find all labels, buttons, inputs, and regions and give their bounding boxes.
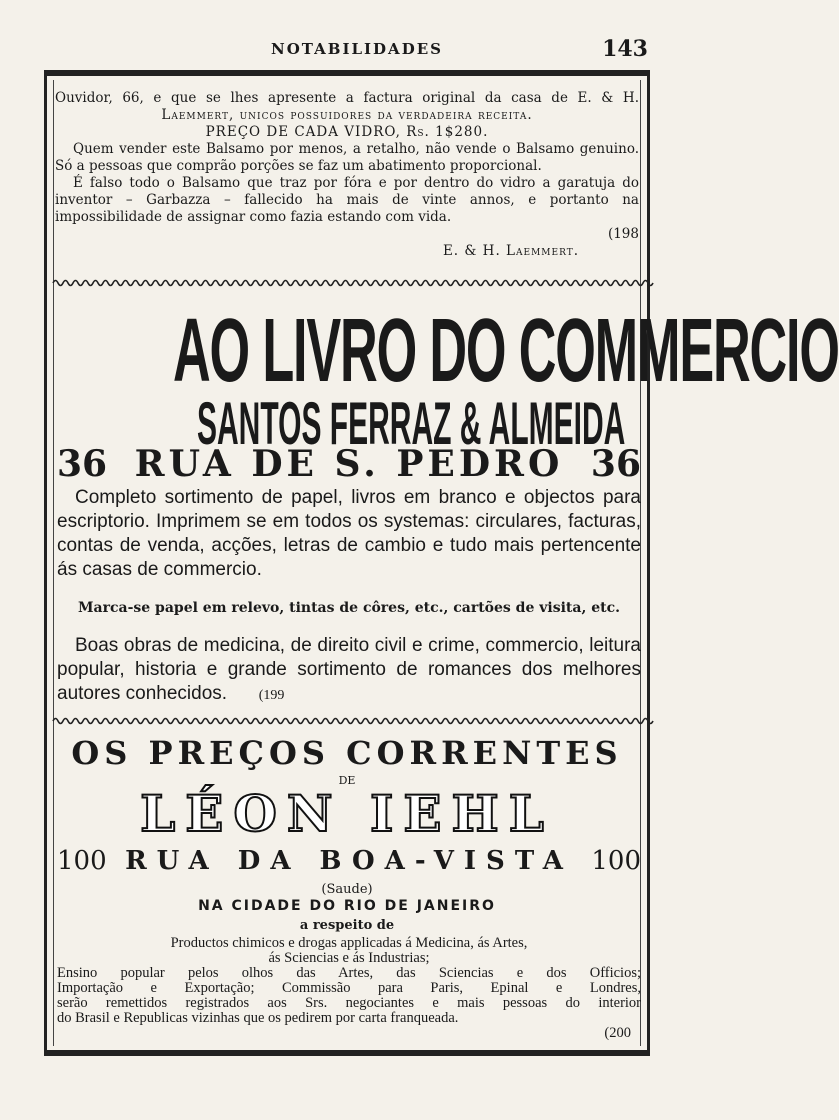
livro-number-right: 36 [590,443,641,485]
running-head [0,36,714,66]
wavy-divider-2 [53,716,641,726]
precos-respeito: a respeito de [299,918,395,933]
precos-line2: ás Sciencias e ás Industrias; [268,950,430,966]
livro-ref: (199 [258,688,285,703]
laemmert-para3: É falso todo o Balsamo que traz por fóra e por dentro do vidro a garatuja do inventor – Garbazza – fallecido ha mais de vinte annos, e portanto na impossibilidade de assignar como fazia estando com vida. [55,175,639,225]
precos-de: DE [338,774,356,787]
livro-address-row [57,442,641,486]
precos-number-right: 100 [591,846,641,876]
livro-number-left: 36 [57,443,108,485]
precos-line4: Importação e Exportação; Commissão para Paris, Epinal e Londres, [57,980,641,996]
precos-city: NA CIDADE DO RIO DE JANEIRO [198,898,496,914]
precos-line5: serão remettidos registrados aos Srs. negociantes e mais pessoas do interior [57,995,641,1011]
livro-marca: Marca-se papel em relevo, tintas de côres, etc., cartões de visita, etc. [78,600,620,616]
laemmert-para2: Quem vender este Balsamo por menos, a retalho, não vende o Balsamo genuino. Só a pessoas que comprão porções se faz um abatimento proporcional. [55,141,639,174]
precos-number-left: 100 [57,846,107,876]
laemmert-price: PREÇO DE CADA VIDRO, Rs. 1$280. [205,124,489,140]
precos-address-row [57,846,641,876]
livro-title: AO LIVRO DO COMMERCIO [173,301,839,401]
laemmert-line1: Ouvidor, 66, e que se lhes apresente a factura original da casa de E. & H. [55,90,639,106]
precos-title: OS PREÇOS CORRENTES [71,734,623,772]
laemmert-ref: (198 [607,226,639,242]
livro-body [57,486,641,582]
precos-district: (Saude) [321,882,373,897]
precos-line6: do Brasil e Republicas vizinhas que os pedirem por carta franqueada. [57,1010,459,1026]
precos-name: LÉON IEHL [140,784,554,843]
precos-line3: Ensino popular pelos olhos das Artes, das Sciencias e dos Officios; [57,965,641,981]
page-number: 143 [602,36,648,62]
livro-body-2 [57,634,641,708]
precos-street: RUA DA BOA-VISTA [125,846,573,876]
livro-para2: Boas obras de medicina, de direito civil e crime, commercio, leitura popular, historia e grande sortimento de romances dos melhores autores conhecidos. [57,635,641,704]
livro-para1: Completo sortimento de papel, livros em branco e objectos para escriptorio. Imprimem se em todos os systemas: circulares, facturas, contas de venda, acções, letras de cambio e tudo mais pertencente ás casas de commercio. [57,487,641,580]
precos-body [57,936,641,1041]
laemmert-advert [55,90,639,260]
precos-ref: (200 [604,1025,631,1041]
laemmert-signature: E. & H. Laemmert. [442,243,579,259]
advertisement-frame [44,70,839,1056]
livro-firm: SANTOS FERRAZ & ALMEIDA [197,390,626,457]
running-head-title: NOTABILIDADES [271,40,443,58]
wavy-divider-1 [53,278,641,288]
laemmert-line2: Laemmert, unicos possuidores da verdadeira receita. [161,107,533,123]
livro-para2-wrap [57,634,641,708]
livro-street: RUA DE S. PEDRO [134,443,564,485]
precos-line1: Productos chimicos e drogas applicadas á Medicina, ás Artes, [170,935,528,951]
